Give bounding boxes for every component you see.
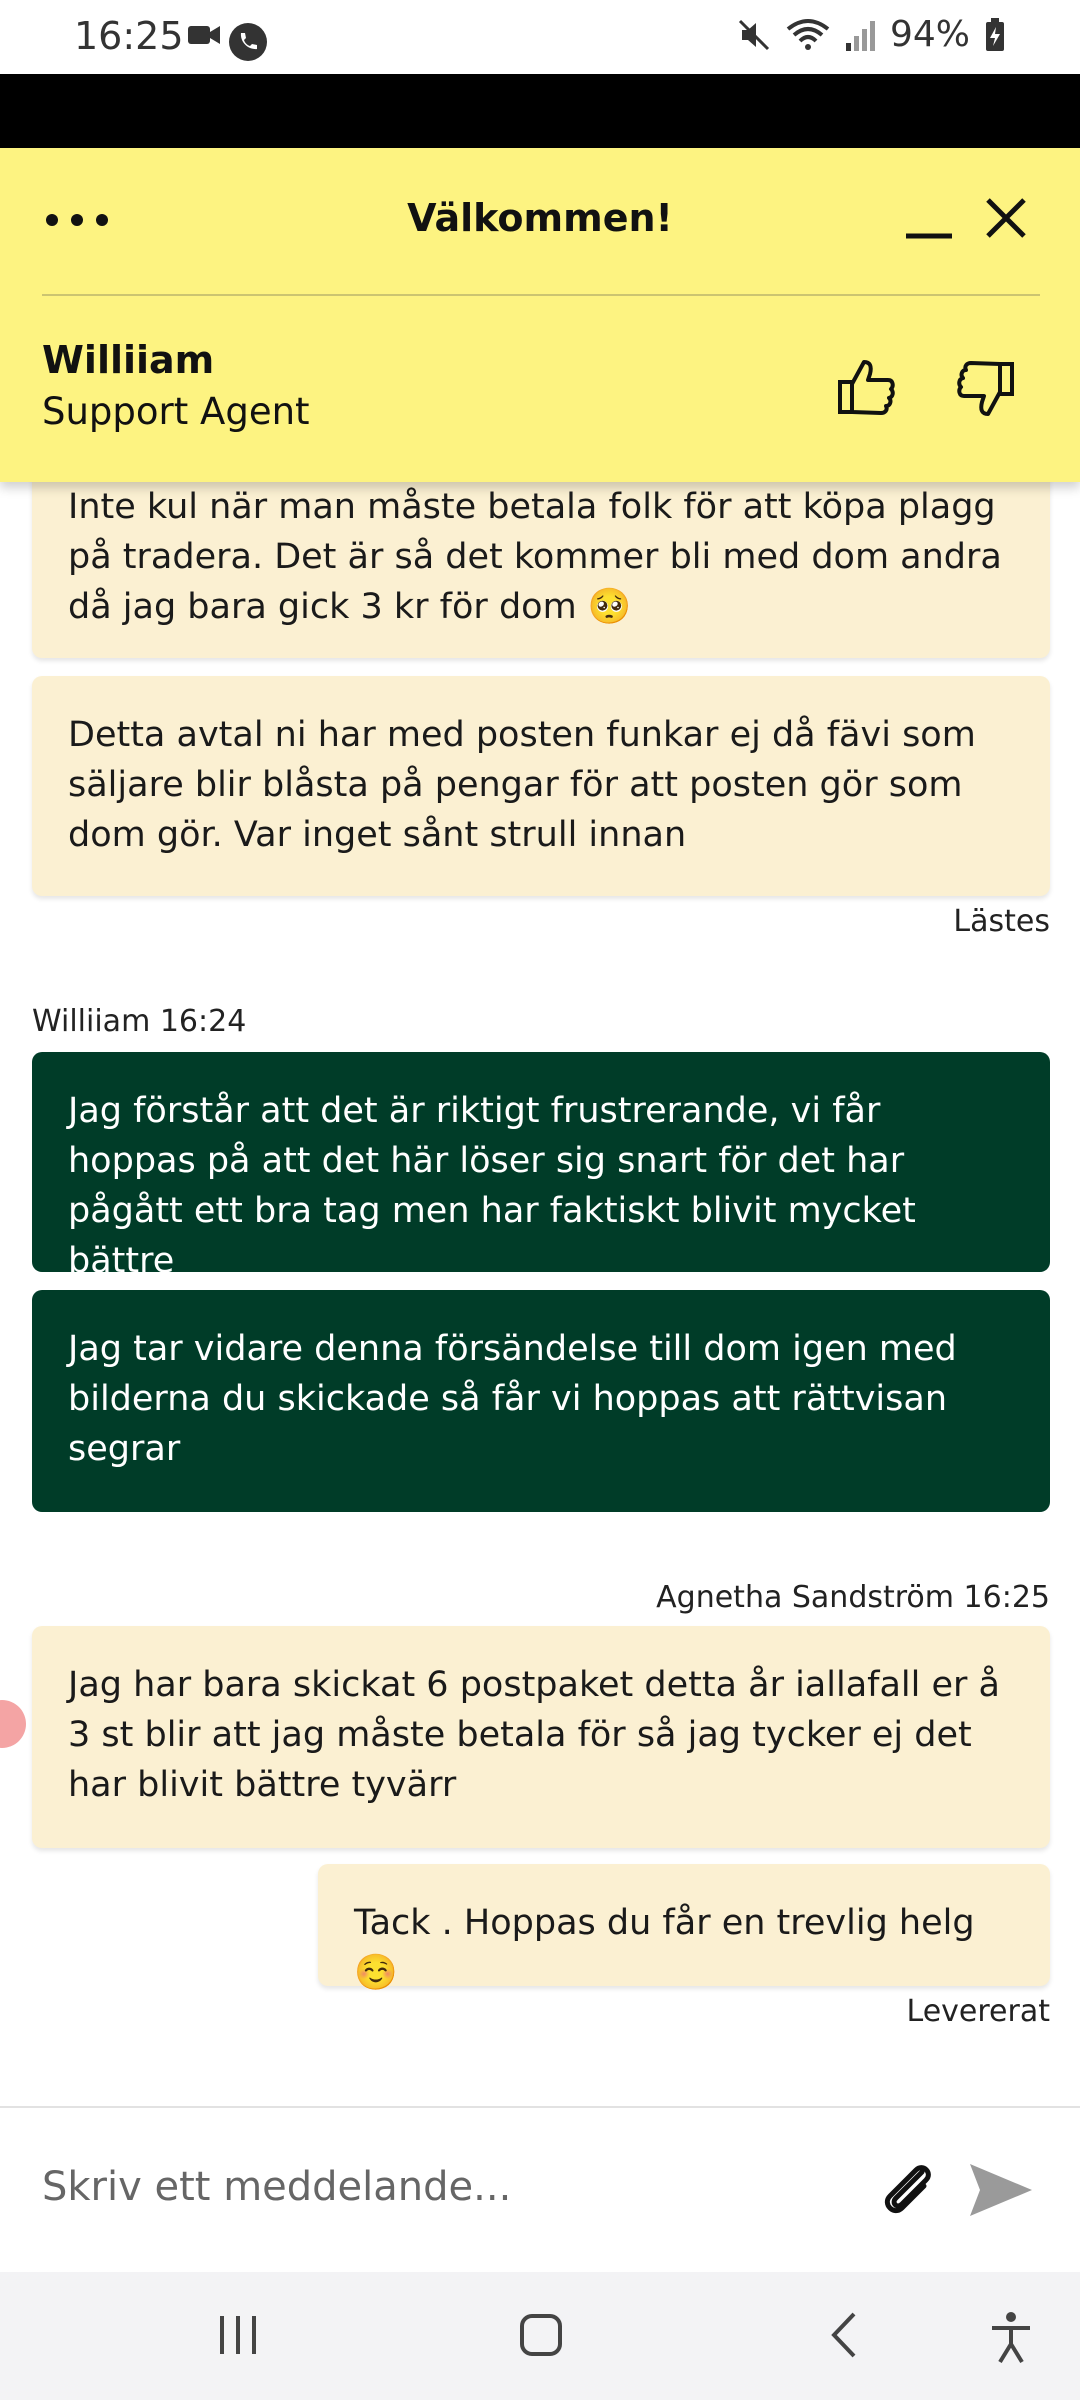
message-input[interactable]: Skriv ett meddelande...: [42, 2164, 512, 2210]
phone-call-icon: [228, 22, 268, 62]
thumbs-down-icon[interactable]: [956, 360, 1016, 420]
video-icon: [186, 20, 222, 50]
mute-icon: [736, 17, 772, 53]
close-icon[interactable]: [984, 196, 1028, 240]
read-status: Lästes: [953, 904, 1050, 939]
status-bar: [0, 0, 1080, 74]
customer-message: Detta avtal ni har med posten funkar ej då fävi som säljare blir blåsta på pengar för att posten gör som dom gör. Var inget sånt strull innan: [32, 676, 1050, 896]
message-composer: [0, 2106, 1080, 2272]
app-top-band: [0, 74, 1080, 148]
recent-apps-icon[interactable]: [216, 2310, 260, 2360]
chat-title: Välkommen!: [407, 196, 673, 240]
customer-message: Inte kul när man måste betala folk för att köpa plagg på tradera. Det är så det kommer bli med dom andra då jag bara gick 3 kr för dom 🥺: [32, 460, 1050, 658]
chat-header: [0, 148, 1080, 482]
status-icons: [736, 14, 1006, 55]
customer-timestamp: Agnetha Sandström 16:25: [656, 1580, 1050, 1615]
attachment-icon[interactable]: [878, 2158, 942, 2222]
header-divider: [42, 294, 1040, 296]
battery-percent: 94%: [889, 14, 970, 55]
battery-icon: [984, 17, 1006, 53]
send-icon[interactable]: [966, 2158, 1036, 2222]
agent-timestamp: Williiam 16:24: [32, 1004, 247, 1039]
agent-name: Williiam: [42, 338, 215, 382]
wifi-icon: [786, 17, 830, 53]
delivered-status: Levererat: [906, 1994, 1050, 2029]
accessibility-icon[interactable]: [988, 2310, 1034, 2364]
system-navigation-bar: [0, 2272, 1080, 2400]
agent-role: Support Agent: [42, 390, 310, 433]
customer-message: Tack . Hoppas du får en trevlig helg ☺️: [318, 1864, 1050, 1986]
agent-message: Jag förstår att det är riktigt frustrerande, vi får hoppas på att det här löser sig snart för det har pågått ett bra tag men har faktiskt blivit mycket bättre: [32, 1052, 1050, 1272]
floating-indicator[interactable]: [0, 1700, 26, 1748]
thumbs-up-icon[interactable]: [836, 356, 896, 416]
signal-icon: [844, 17, 876, 53]
status-time: 16:25: [74, 14, 184, 58]
back-icon[interactable]: [826, 2310, 862, 2360]
home-icon[interactable]: [518, 2310, 564, 2360]
customer-message: Jag har bara skickat 6 postpaket detta år iallafall er å 3 st blir att jag måste betala för så jag tycker ej det har blivit bättre tyvärr: [32, 1626, 1050, 1848]
agent-message: Jag tar vidare denna försändelse till dom igen med bilderna du skickade så får vi hoppas att rättvisan segrar: [32, 1290, 1050, 1512]
minimize-icon[interactable]: [904, 196, 954, 246]
